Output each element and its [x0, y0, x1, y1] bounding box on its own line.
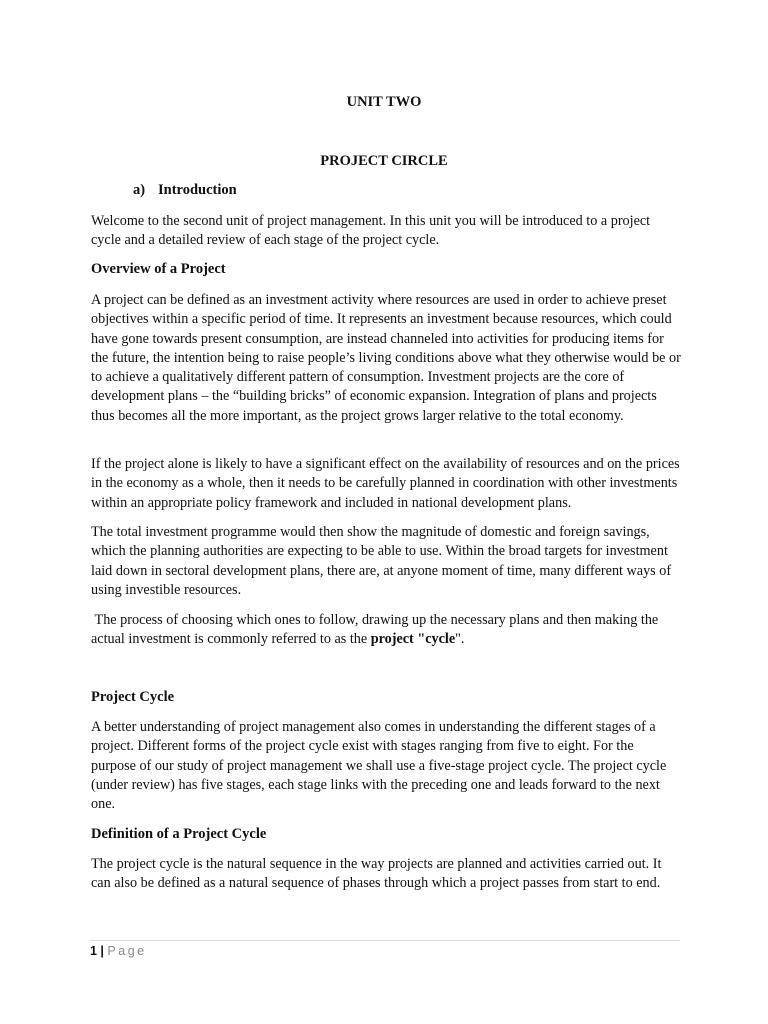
choosing-paragraph: [91, 611, 681, 650]
overview-paragraph-1: A project can be defined as an investment activity where resources are used in order to achieve preset objectives within a specific period of time. It represents an investment because resources, which could have gone towards present consumption, are instead channeled into activities for producing items for the future, the intention being to raise people’s living conditions above what they otherwise would be or to achieve a qualitatively different pattern of consumption. Investment projects are the core of development plans – the “building bricks” of economic expansion. Integration of plans and projects thus becomes all the more important, as the project grows larger relative to the total economy.: [91, 292, 681, 424]
main-title: PROJECT CIRCLE: [320, 153, 448, 169]
section-a-heading: [133, 182, 237, 199]
definition-heading: Definition of a Project Cycle: [91, 826, 267, 842]
choosing-text-end: ".: [455, 631, 465, 648]
project-cycle-heading: Project Cycle: [91, 689, 175, 705]
unit-title: UNIT TWO: [346, 94, 422, 110]
choosing-text: The process of choosing which ones to follow, drawing up the necessary plans and then making the actual investment is commonly referred to as the: [91, 612, 662, 648]
intro-paragraph: Welcome to the second unit of project management. In this unit you will be introduced to a project cycle and a detailed review of each stage of the project cycle.: [91, 213, 651, 249]
project-cycle-paragraph: A better understanding of project management also comes in understanding the different stages of a project. Different forms of the project cycle exist with stages ranging from five to eight. For the purpose of our study of project management we shall use a five-stage project cycle. The project cycle (under review) has five stages, each stage links with the preceding one and leads forward to the next one.: [91, 719, 667, 813]
page-footer: [90, 944, 147, 958]
overview-paragraph-2: If the project alone is likely to have a significant effect on the availability of resources and on the prices in the economy as a whole, then it needs to be carefully planned in coordination with other investments within an appropriate policy framework and included in national development plans.: [91, 456, 680, 511]
page-label: Page: [107, 944, 147, 958]
section-a-label: a): [133, 182, 146, 198]
page-separator: |: [96, 944, 108, 958]
overview-paragraph-3: The total investment programme would then show the magnitude of domestic and foreign savings, which the planning authorities are expecting to be able to use. Within the broad targets for investment laid down in sectoral development plans, there are, at anyone moment of time, many different ways of using investible resources.: [91, 524, 672, 598]
section-a-title: Introduction: [158, 182, 237, 198]
definition-paragraph: The project cycle is the natural sequence in the way projects are planned and activities carried out. It can also be defined as a natural sequence of phases through which a project passes from start to end.: [91, 856, 662, 892]
project-cycle-term: project "cycle: [370, 631, 456, 648]
page-number: 1: [90, 944, 97, 958]
overview-heading: Overview of a Project: [91, 261, 226, 277]
footer-divider: [90, 940, 680, 941]
